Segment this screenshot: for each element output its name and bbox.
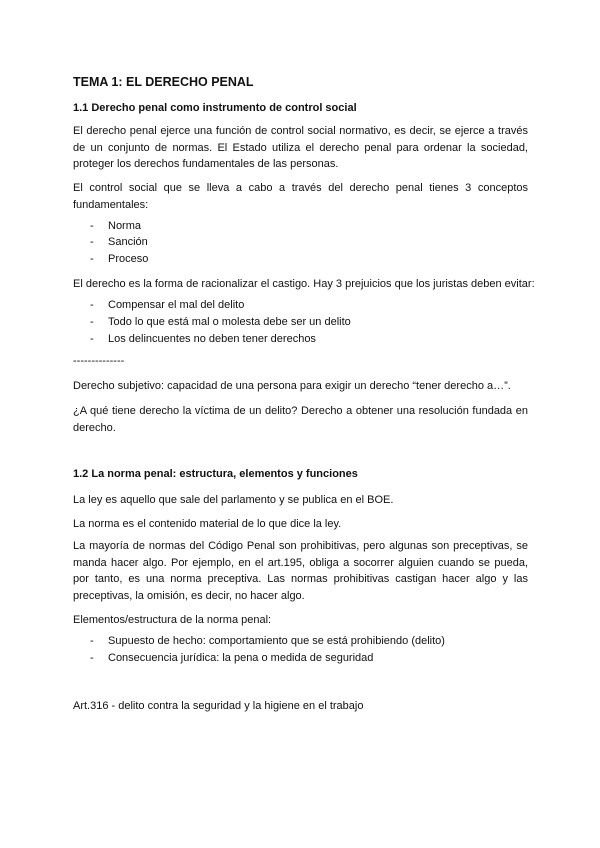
list-bullet: - [90,220,94,232]
paragraph-prejuicios: El derecho es la forma de racionalizar el castigo. Hay 3 prejuicios que los juristas deben evitar: [73,278,535,290]
page-title: TEMA 1: EL DERECHO PENAL [73,75,254,89]
paragraph-conceptos: El control social que se lleva a cabo a través del derecho penal tienes 3 conceptos fundamentales: [73,182,528,211]
list-bullet: - [90,333,94,345]
list-bullet: - [90,236,94,248]
paragraph-norma: La norma es el contenido material de lo que dice la ley. [73,518,342,530]
paragraph-victima: ¿A qué tiene derecho la víctima de un delito? Derecho a obtener una resolución fundada en derecho. [73,405,528,434]
list-item: Consecuencia jurídica: la pena o medida de seguridad [108,652,374,664]
paragraph-control-social: El derecho penal ejerce una función de control social normativo, es decir, se ejerce a través de un conjunto de normas. El Estado utiliza el derecho penal para ordenar la sociedad, proteger los derechos fundamentales de las personas. [73,125,528,170]
list-item: Los delincuentes no deben tener derechos [108,333,316,345]
list-item: Compensar el mal del delito [108,299,245,311]
paragraph-codigo-penal: La mayoría de normas del Código Penal son prohibitivas, pero algunas son preceptivas, se manda hacer algo. Por ejemplo, en el art.195, obliga a socorrer alguien cuando se pueda, por tanto, es una norma preceptiva. Las normas prohibitivas castigan hacer algo y las preceptivas, la omisión, es decir, no hacer algo. [73,540,528,602]
list-bullet: - [90,299,94,311]
separator-line: -------------- [73,355,125,367]
paragraph-derecho-subjetivo: Derecho subjetivo: capacidad de una persona para exigir un derecho “tener derecho a…”. [73,380,511,392]
list-item: Norma [108,220,142,232]
list-item: Todo lo que está mal o molesta debe ser un delito [108,316,351,328]
list-bullet: - [90,652,94,664]
list-item: Proceso [108,253,149,265]
paragraph-art-316: Art.316 - delito contra la seguridad y la higiene en el trabajo [73,700,364,712]
list-bullet: - [90,635,94,647]
paragraph-elementos: Elementos/estructura de la norma penal: [73,614,272,626]
list-item: Sanción [108,236,148,248]
section-heading-1-1: 1.1 Derecho penal como instrumento de control social [73,102,357,114]
paragraph-ley: La ley es aquello que sale del parlamento y se publica en el BOE. [73,494,394,506]
section-heading-1-2: 1.2 La norma penal: estructura, elementos y funciones [73,468,358,480]
list-bullet: - [90,253,94,265]
list-bullet: - [90,316,94,328]
list-item: Supuesto de hecho: comportamiento que se está prohibiendo (delito) [108,635,445,647]
